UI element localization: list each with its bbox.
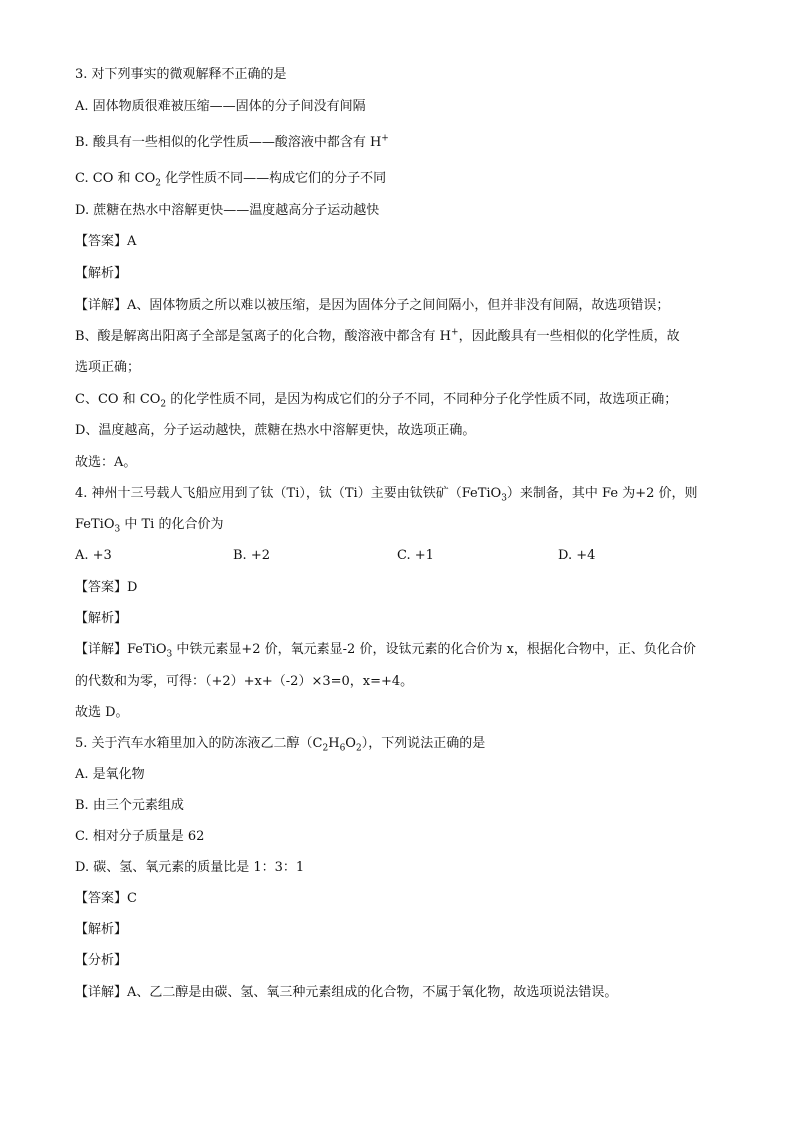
q3-analysis: 【解析】 [75, 266, 128, 281]
q5-fenxi: 【分析】 [75, 953, 128, 968]
q3-option-c: C. CO 和 $CO_2$ 化学性质不同——构成它们的分子不同 [75, 171, 387, 189]
q5-option-c: C. 相对分子质量是 62 [75, 829, 205, 844]
q4-option-b: B. +2 [233, 548, 270, 563]
q5-stem: 5. 关于汽车水箱里加入的防冻液乙二醇$(C_2H_6O_2)$，下列说法正确的是 [75, 736, 486, 754]
q4-analysis: 【解析】 [75, 611, 128, 626]
q5-answer: 【答案】C [75, 891, 137, 906]
q3-option-d: D. 蔗糖在热水中溶解更快——温度越高分子运动越快 [75, 203, 380, 218]
q5-option-b: B. 由三个元素组成 [75, 798, 184, 813]
q3-option-a: A. 固体物质很难被压缩——固体的分子间没有间隔 [75, 99, 366, 114]
q4-option-c: C. +1 [397, 548, 434, 563]
q4-stem-line-2: FeTiO$_3$ 中 Ti 的化合价为 [75, 517, 224, 535]
q4-choose: 故选 D。 [75, 705, 129, 720]
q4-detail-2: 的代数和为零，可得：（+2）+x+（-2）×3=0，x=+4。 [75, 674, 414, 689]
q3-detail-2: B、酸是解离出阳离子全部是氢离子的化合物，酸溶液中都含有 H+，因此酸具有一些相似的化学性质，故 [75, 327, 680, 344]
q5-option-a: A. 是氧化物 [75, 767, 145, 782]
q3-detail-1: 【详解】A、固体物质之所以难以被压缩，是因为固体分子之间间隔小，但并非没有间隔，故选项错误； [75, 298, 670, 313]
q4-detail-1: 【详解】FeTiO$_3$ 中铁元素显+2 价，氧元素显-2 价，设钛元素的化合价为 x，根据化合物中，正、负化合价 [75, 642, 696, 660]
q5-analysis: 【解析】 [75, 922, 128, 937]
q3-option-b: B. 酸具有一些相似的化学性质——酸溶液中都含有 H+ [75, 133, 389, 150]
q3-detail-3: 选项正确； [75, 360, 141, 375]
q3-detail-5: D、温度越高，分子运动越快，蔗糖在热水中溶解更快，故选项正确。 [75, 423, 476, 438]
q3-choose: 故选：A。 [75, 455, 137, 470]
q4-stem-line-1: 4. 神州十三号载人飞船应用到了钛（Ti），钛（Ti）主要由钛铁矿（FeTiO$_3$）来制备，其中 Fe 为+2 价，则 [75, 486, 698, 504]
q4-answer: 【答案】D [75, 580, 138, 595]
q3-stem: 3. 对下列事实的微观解释不正确的是 [75, 67, 287, 82]
q4-option-d: D. +4 [558, 548, 596, 563]
q3-detail-4: C、CO 和 $CO_2$ 的化学性质不同，是因为构成它们的分子不同，不同种分子化学性质不同，故选项正确； [75, 392, 678, 410]
q4-option-a: A. +3 [75, 548, 112, 563]
q5-detail-1: 【详解】A、乙二醇是由碳、氢、氧三种元素组成的化合物，不属于氧化物，故选项说法错误。 [75, 985, 618, 1000]
q3-answer: 【答案】A [75, 234, 137, 249]
q5-option-d: D. 碳、氢、氧元素的质量比是 1：3：1 [75, 860, 305, 875]
